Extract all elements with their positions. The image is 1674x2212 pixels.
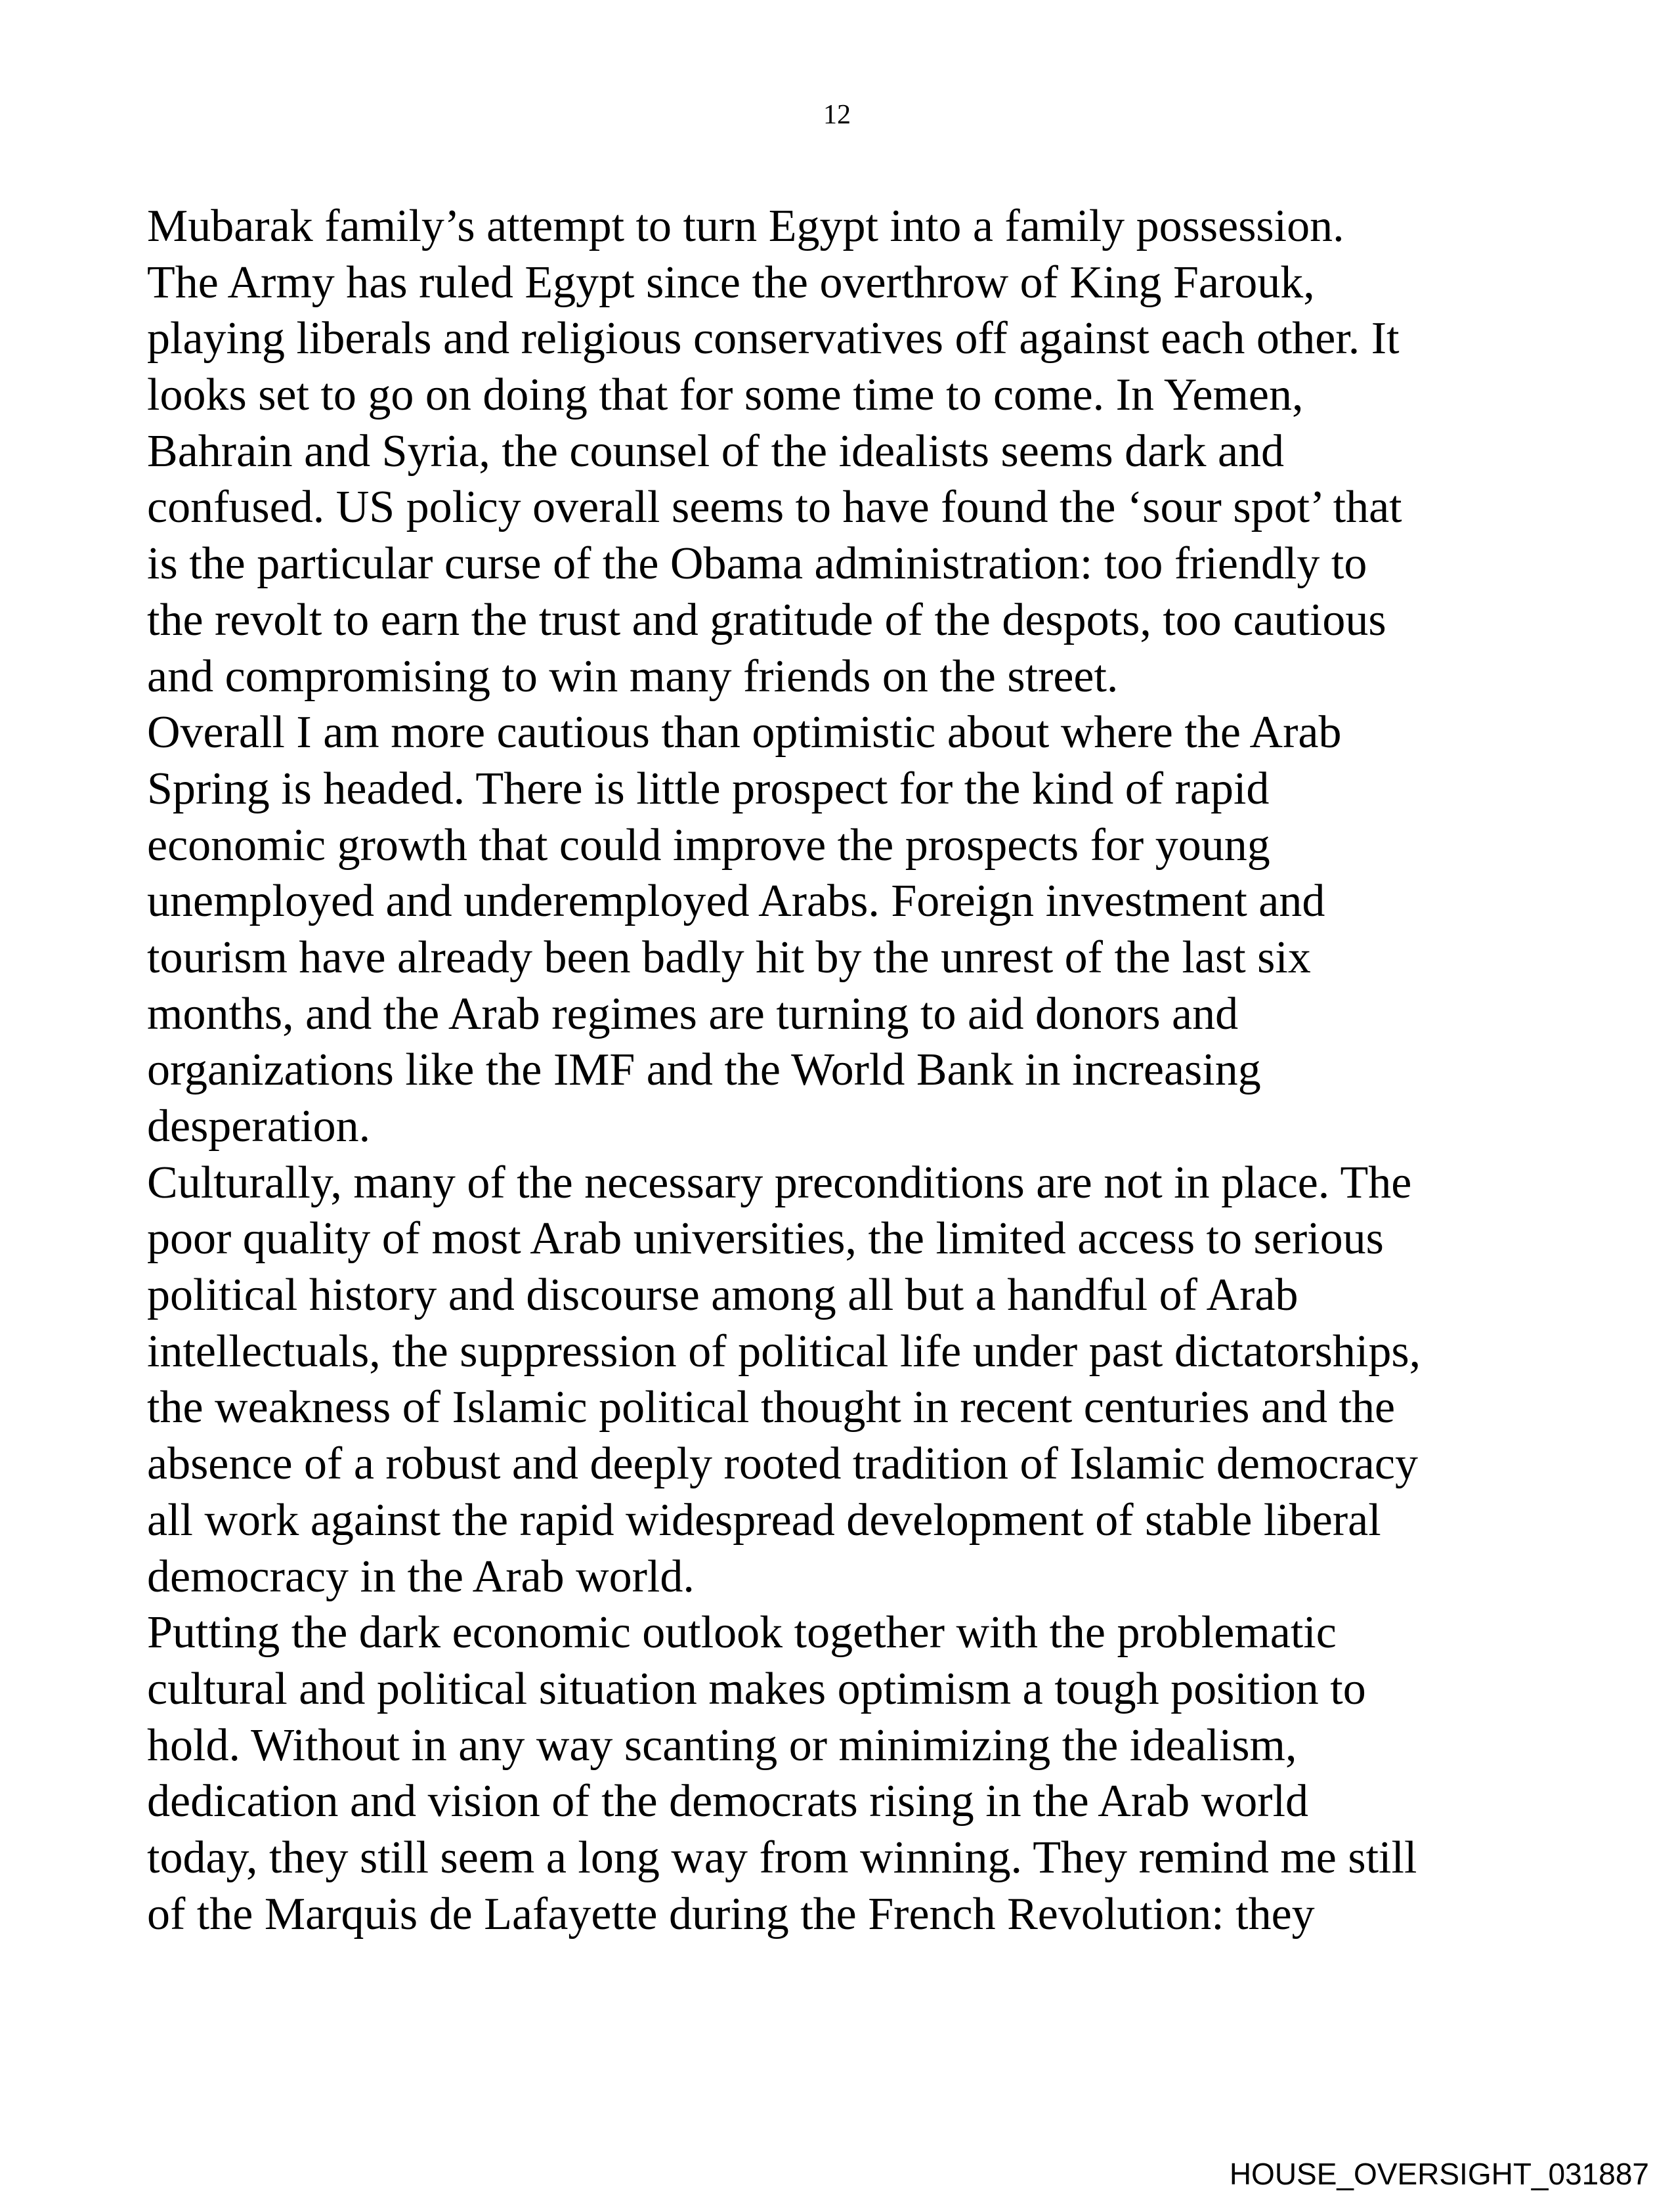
text-line: organizations like the IMF and the World Bank in increasing bbox=[147, 1045, 1261, 1096]
page-number: 12 bbox=[823, 100, 851, 130]
text-line: poor quality of most Arab universities, the limited access to serious bbox=[147, 1213, 1384, 1265]
text-line: intellectuals, the suppression of political life under past dictatorships, bbox=[147, 1326, 1421, 1377]
text-line: Spring is headed. There is little prospect for the kind of rapid bbox=[147, 763, 1270, 814]
text-line: Putting the dark economic outlook together with the problematic bbox=[147, 1607, 1337, 1659]
text-line: looks set to go on doing that for some time to come. In Yemen, bbox=[147, 370, 1304, 421]
text-line: and compromising to win many friends on the street. bbox=[147, 651, 1119, 702]
text-line: dedication and vision of the democrats rising in the Arab world bbox=[147, 1776, 1309, 1827]
text-line: unemployed and underemployed Arabs. Foreign investment and bbox=[147, 876, 1325, 927]
text-line: is the particular curse of the Obama administration: too friendly to bbox=[147, 538, 1367, 590]
text-line: economic growth that could improve the prospects for young bbox=[147, 819, 1270, 871]
text-line: political history and discourse among all but a handful of Arab bbox=[147, 1270, 1298, 1321]
text-line: Overall I am more cautious than optimistic about where the Arab bbox=[147, 707, 1342, 758]
text-line: cultural and political situation makes optimism a tough position to bbox=[147, 1663, 1366, 1714]
text-line: months, and the Arab regimes are turning to aid donors and bbox=[147, 988, 1239, 1039]
text-line: democracy in the Arab world. bbox=[147, 1551, 695, 1602]
text-line: tourism have already been badly hit by the unrest of the last six bbox=[147, 932, 1311, 983]
document-body bbox=[147, 198, 1558, 1942]
bates-stamp: HOUSE_OVERSIGHT_031887 bbox=[1229, 2157, 1649, 2191]
text-line: Culturally, many of the necessary preconditions are not in place. The bbox=[147, 1157, 1412, 1208]
text-line: of the Marquis de Lafayette during the French Revolution: they bbox=[147, 1888, 1315, 1940]
text-line: The Army has ruled Egypt since the overthrow of King Farouk, bbox=[147, 257, 1315, 308]
text-line: Bahrain and Syria, the counsel of the idealists seems dark and bbox=[147, 425, 1285, 477]
text-line: today, they still seem a long way from winning. They remind me still bbox=[147, 1832, 1417, 1883]
text-line: Mubarak family’s attempt to turn Egypt into a family possession. bbox=[147, 201, 1344, 251]
text-line: confused. US policy overall seems to have found the ‘sour spot’ that bbox=[147, 482, 1402, 533]
text-line: absence of a robust and deeply rooted tradition of Islamic democracy bbox=[147, 1439, 1418, 1490]
text-line: playing liberals and religious conservatives off against each other. It bbox=[147, 313, 1400, 364]
text-line: hold. Without in any way scanting or minimizing the idealism, bbox=[147, 1720, 1297, 1771]
text-line: all work against the rapid widespread development of stable liberal bbox=[147, 1494, 1381, 1546]
text-line: desperation. bbox=[147, 1101, 371, 1152]
text-line: the revolt to earn the trust and gratitude of the despots, too cautious bbox=[147, 594, 1386, 645]
text-line: the weakness of Islamic political thought in recent centuries and the bbox=[147, 1382, 1396, 1433]
